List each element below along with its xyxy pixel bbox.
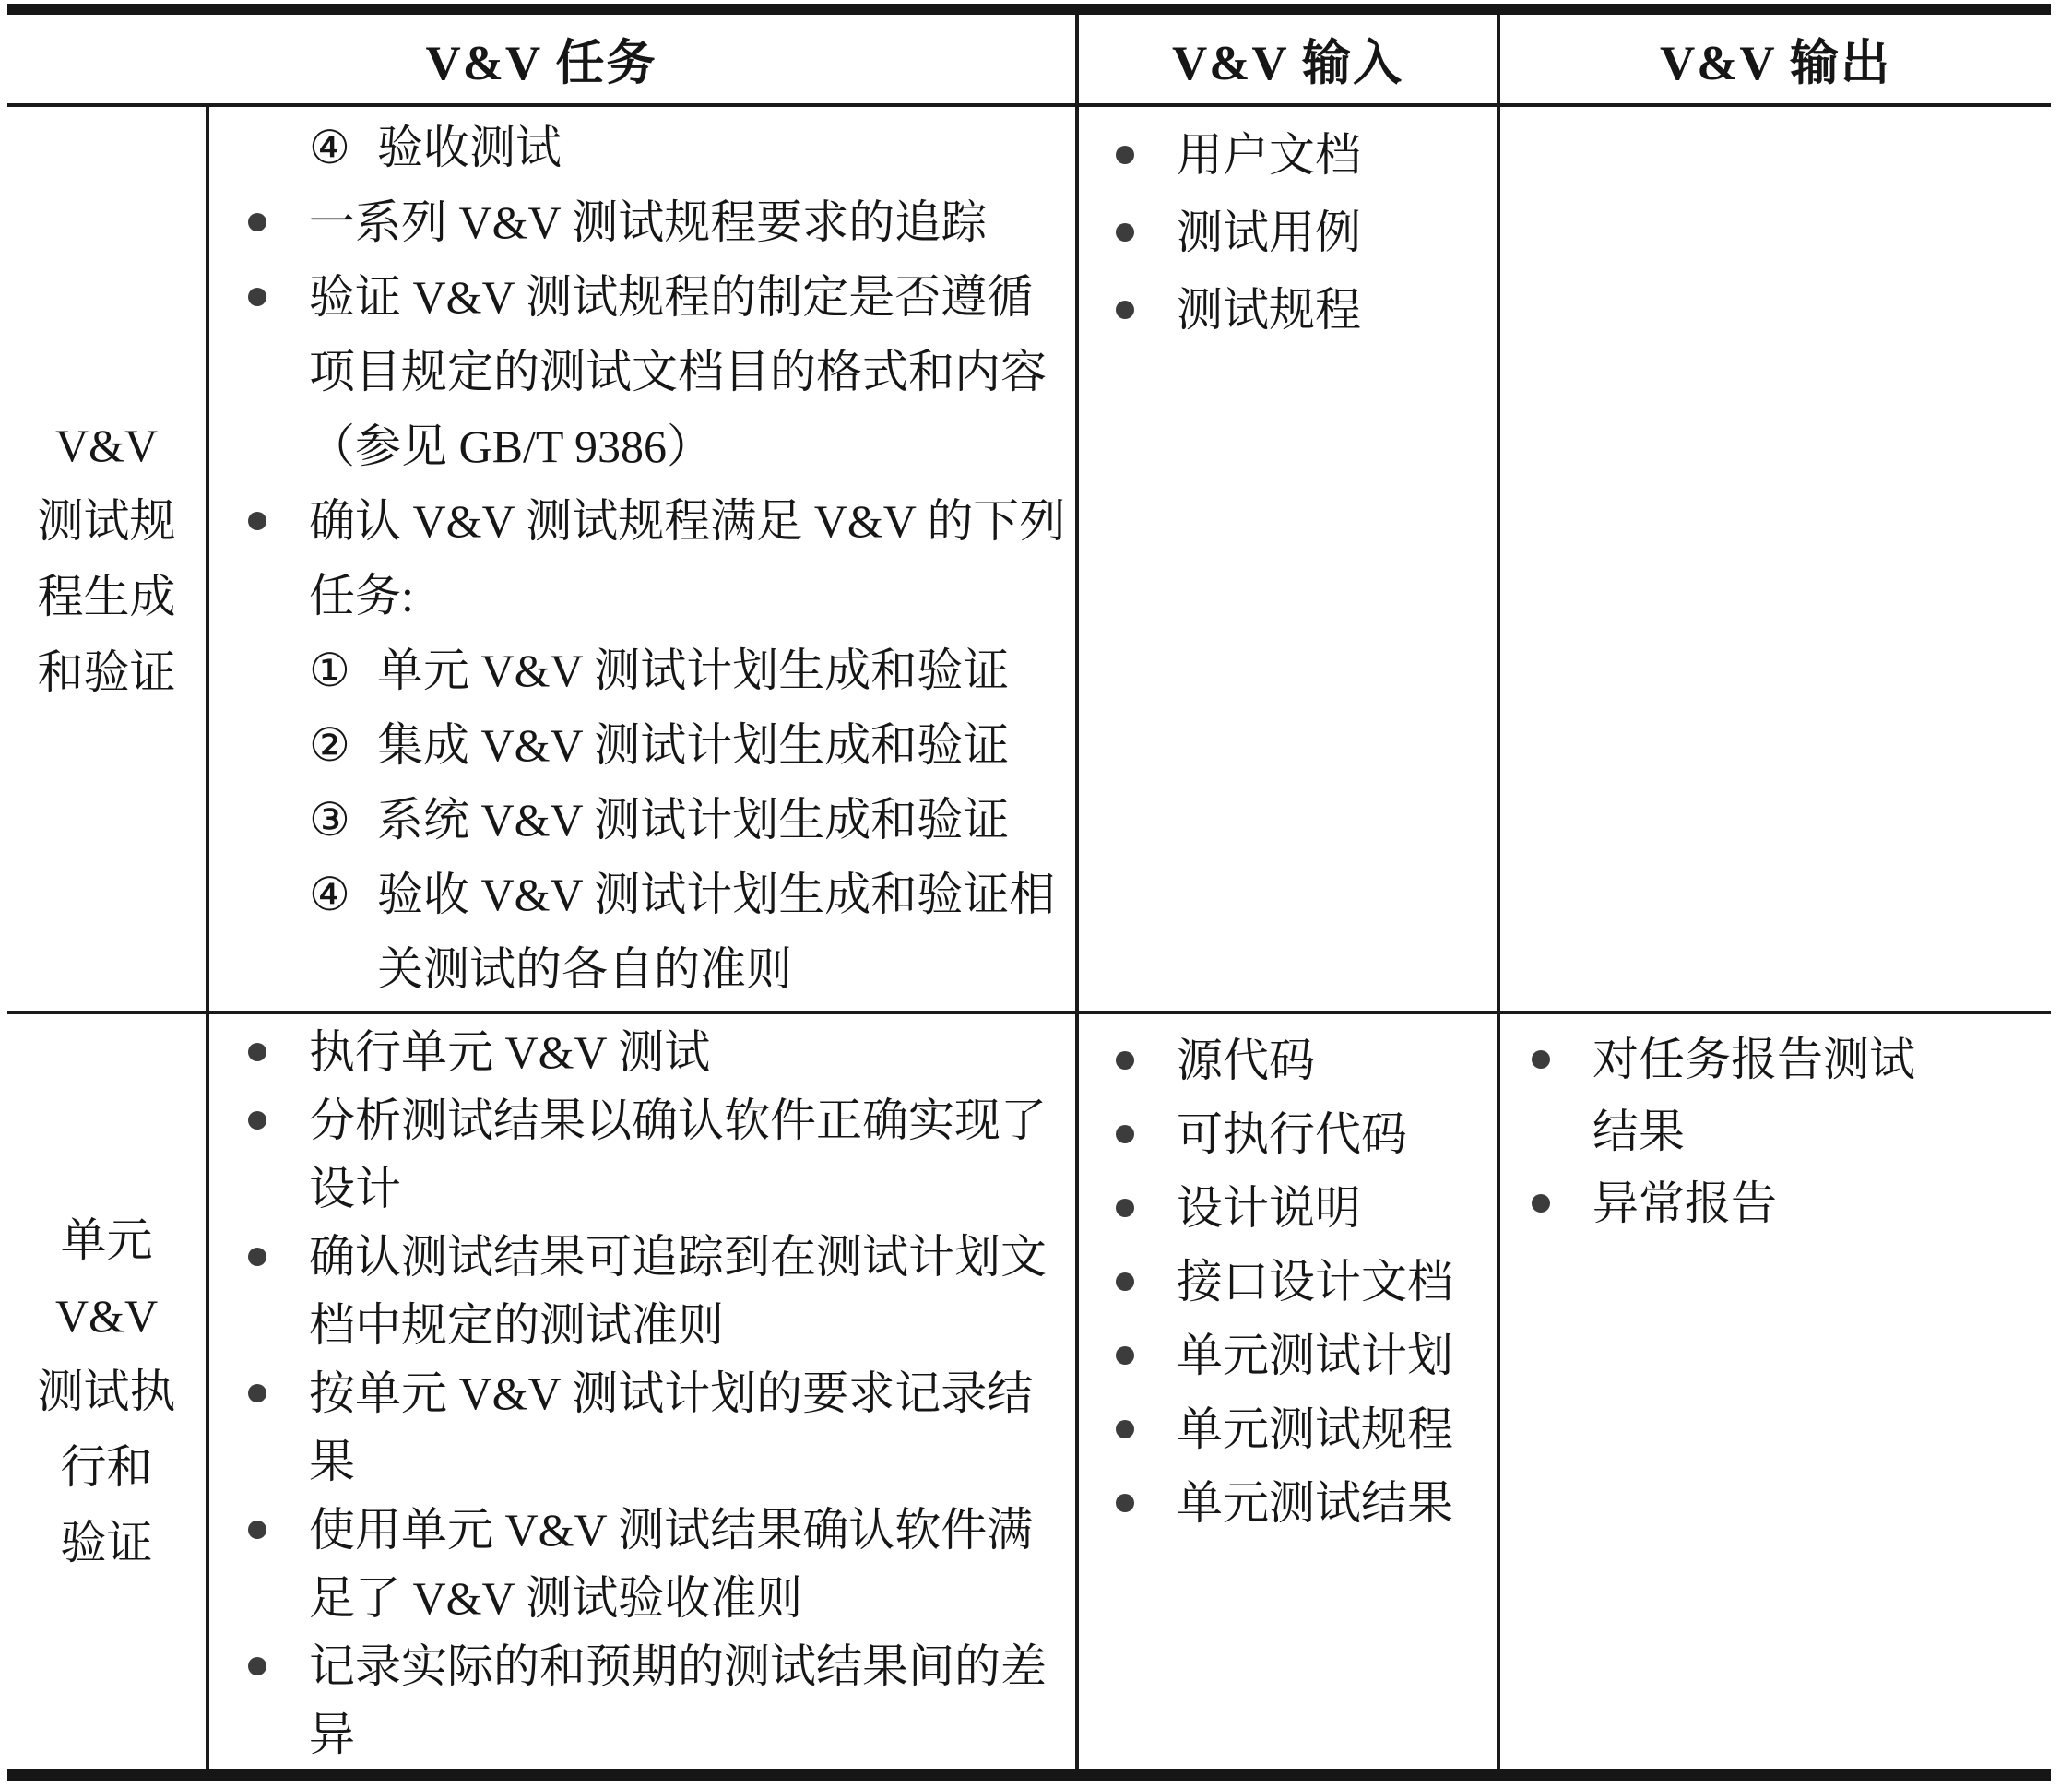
output-list — [1500, 1014, 2051, 1239]
bullet-icon — [248, 1248, 266, 1266]
row-label-line: 行和 — [60, 1441, 153, 1493]
row-label-line: 和验证 — [37, 646, 176, 698]
bullet-icon — [1116, 146, 1134, 164]
task-text: 分析测试结果以确认软件正确实现了设计 — [309, 1095, 1047, 1214]
task-item — [248, 1359, 1075, 1496]
input-text: 测试规程 — [1177, 284, 1361, 336]
circled-number-icon: ② — [309, 719, 350, 771]
table-row — [7, 105, 2051, 1012]
row-label-line: 程生成 — [37, 571, 176, 622]
circled-number-icon: ④ — [309, 122, 350, 173]
task-item — [248, 260, 1075, 484]
column-header-outputs: V&V 输出 — [1498, 9, 2051, 105]
input-text: 接口设计文档 — [1177, 1256, 1453, 1308]
circled-number-icon: ③ — [309, 794, 350, 846]
input-list — [1079, 107, 1497, 349]
bullet-icon — [1116, 1272, 1134, 1291]
bullet-icon — [1116, 1420, 1134, 1438]
task-text: 验收 V&V 测试计划生成和验证相关测试的各自的准则 — [377, 869, 1056, 995]
task-item — [248, 185, 1075, 260]
row-label-line: 测试执 — [37, 1366, 176, 1417]
task-item — [248, 1018, 1075, 1086]
input-item — [1116, 194, 1497, 271]
bullet-icon — [1116, 1125, 1134, 1143]
bullet-icon — [1116, 301, 1134, 319]
circled-number-icon: ① — [309, 645, 350, 696]
task-text: 执行单元 V&V 测试 — [309, 1026, 711, 1078]
row-label-line: 验证 — [60, 1517, 153, 1568]
task-item — [248, 783, 1075, 858]
bullet-icon — [248, 1521, 266, 1539]
input-item — [1116, 1097, 1497, 1171]
bullet-icon — [1116, 1051, 1134, 1070]
task-text: 一系列 V&V 测试规程要求的追踪 — [309, 196, 988, 248]
input-text: 可执行代码 — [1177, 1108, 1407, 1160]
bullet-icon — [1116, 1199, 1134, 1217]
input-item — [1116, 1392, 1497, 1466]
column-header-tasks: V&V 任务 — [7, 9, 1077, 105]
row-label-line: V&V — [54, 1290, 159, 1342]
inputs-cell — [1077, 1012, 1498, 1775]
row-label-test-procedure — [7, 105, 207, 1012]
inputs-cell — [1077, 105, 1498, 1012]
outputs-cell-empty — [1498, 105, 2051, 1012]
task-item — [248, 1223, 1075, 1359]
task-list — [209, 107, 1075, 1007]
task-text: 集成 V&V 测试计划生成和验证 — [377, 719, 1010, 771]
task-text: 单元 V&V 测试计划生成和验证 — [377, 645, 1010, 696]
task-item — [248, 1086, 1075, 1223]
output-text: 对任务报告测试结果 — [1592, 1034, 1915, 1157]
bullet-icon — [248, 1384, 266, 1402]
input-item — [1116, 1245, 1497, 1319]
header-row — [7, 9, 2051, 105]
task-list — [209, 1014, 1075, 1769]
bullet-icon — [248, 1043, 266, 1061]
output-item — [1532, 1024, 1940, 1167]
bullet-icon — [1532, 1050, 1550, 1069]
task-item — [248, 858, 1075, 1007]
input-item — [1116, 1024, 1497, 1097]
task-text: 记录实际的和预期的测试结果间的差异 — [309, 1640, 1047, 1760]
task-item — [248, 1496, 1075, 1632]
task-text: 系统 V&V 测试计划生成和验证 — [377, 794, 1010, 846]
task-text: 使用单元 V&V 测试结果确认软件满足了 V&V 测试验收准则 — [309, 1504, 1034, 1624]
column-header-inputs: V&V 输入 — [1077, 9, 1498, 105]
bullet-icon — [248, 288, 266, 306]
task-item — [248, 633, 1075, 708]
output-item — [1532, 1167, 1940, 1239]
bullet-icon — [248, 213, 266, 231]
row-label-line: V&V — [54, 420, 159, 471]
task-text: 确认测试结果可追踪到在测试计划文档中规定的测试准则 — [309, 1231, 1047, 1351]
task-item — [248, 1632, 1075, 1769]
input-item — [1116, 271, 1497, 349]
input-text: 单元测试结果 — [1177, 1477, 1453, 1529]
task-item — [248, 111, 1075, 185]
task-text: 验收测试 — [377, 122, 562, 173]
input-item — [1116, 1466, 1497, 1540]
input-text: 单元测试规程 — [1177, 1403, 1453, 1455]
bullet-icon — [1532, 1194, 1550, 1213]
bullet-icon — [248, 1657, 266, 1675]
row-label-line: 单元 — [60, 1214, 153, 1266]
bullet-icon — [248, 512, 266, 530]
tasks-cell — [207, 1012, 1077, 1775]
row-label-unit-test-execution — [7, 1012, 207, 1775]
output-text: 异常报告 — [1592, 1178, 1777, 1229]
input-text: 源代码 — [1177, 1035, 1315, 1086]
input-text: 单元测试计划 — [1177, 1330, 1453, 1381]
input-text: 设计说明 — [1177, 1182, 1361, 1234]
input-text: 用户文档 — [1177, 129, 1361, 181]
table-row — [7, 1012, 2051, 1775]
input-list — [1079, 1014, 1497, 1540]
task-text: 验证 V&V 测试规程的制定是否遵循项目规定的测试文档目的格式和内容（参见 GB/T 9386） — [309, 271, 1047, 472]
task-text: 确认 V&V 测试规程满足 V&V 的下列任务: — [309, 495, 1066, 621]
task-item — [248, 484, 1075, 633]
input-text: 测试用例 — [1177, 207, 1361, 258]
bullet-icon — [1116, 1346, 1134, 1365]
task-text: 按单元 V&V 测试计划的要求记录结果 — [309, 1367, 1034, 1487]
bullet-icon — [248, 1111, 266, 1130]
input-item — [1116, 116, 1497, 194]
circled-number-icon: ④ — [309, 869, 350, 920]
bullet-icon — [1116, 223, 1134, 242]
input-item — [1116, 1319, 1497, 1392]
tasks-cell — [207, 105, 1077, 1012]
task-item — [248, 708, 1075, 783]
row-label-line: 测试规 — [37, 495, 176, 547]
bullet-icon — [1116, 1494, 1134, 1512]
vv-table — [7, 4, 2051, 1781]
input-item — [1116, 1171, 1497, 1245]
outputs-cell — [1498, 1012, 2051, 1775]
